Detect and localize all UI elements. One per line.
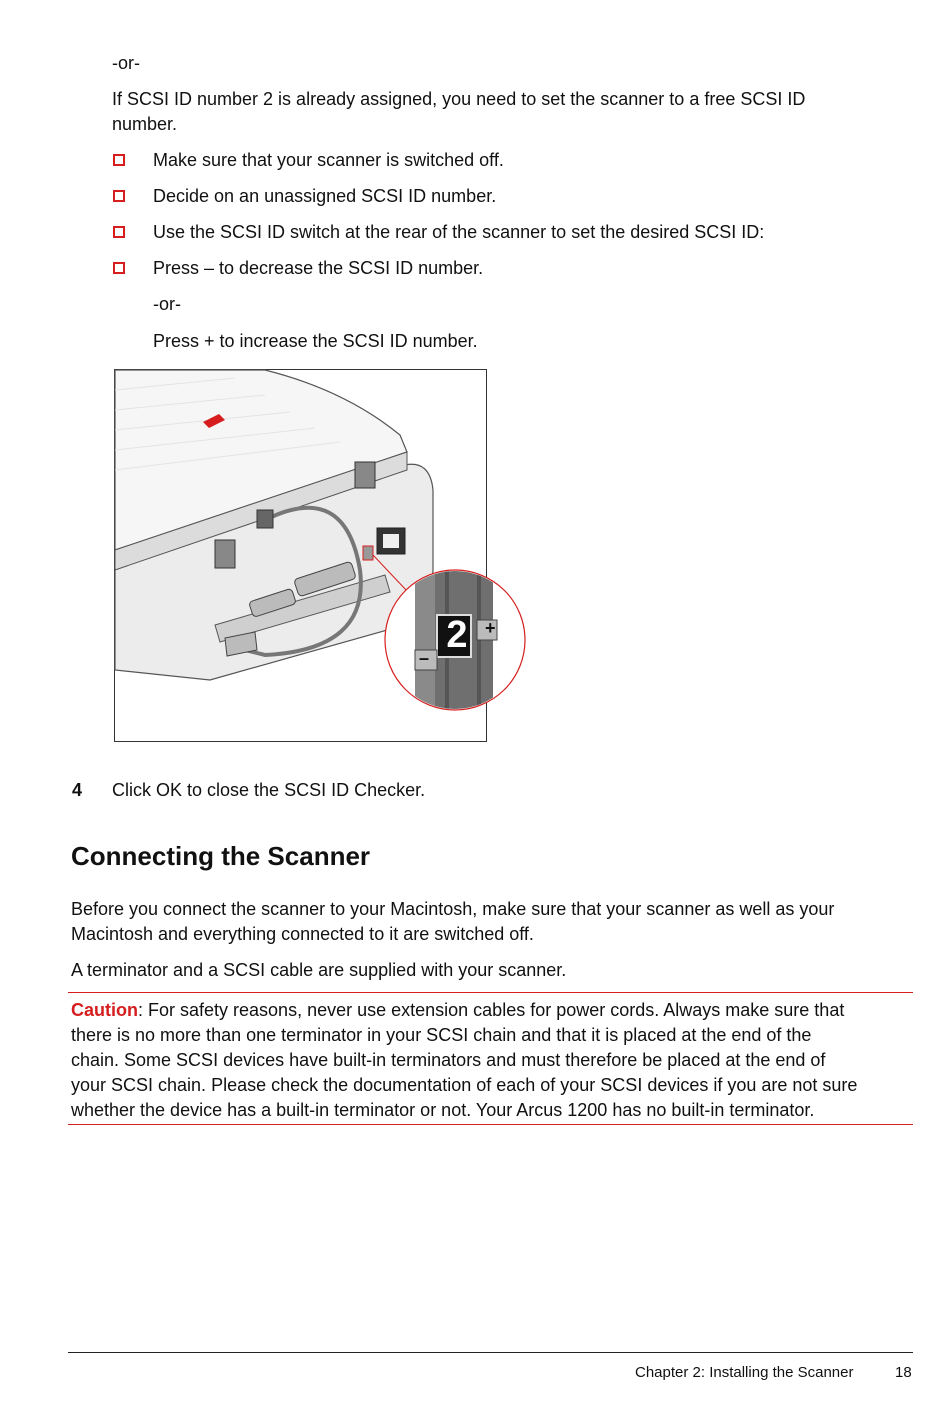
caution-bottom-rule bbox=[68, 1124, 913, 1125]
caution-text: : For safety reasons, never use extension cables for power cords. Always make sure that bbox=[138, 1000, 845, 1020]
scsi-id-digit: 2 bbox=[446, 614, 468, 656]
or-separator: -or- bbox=[153, 294, 181, 314]
para1-line-1: Before you connect the scanner to your Macintosh, make sure that your scanner as well as your bbox=[71, 899, 835, 919]
step-number: 4 bbox=[72, 780, 83, 800]
scanner-illustration bbox=[115, 370, 535, 743]
para1-line-2: Macintosh and everything connected to it are switched off. bbox=[71, 924, 534, 944]
footer-rule bbox=[68, 1352, 913, 1353]
bullet-item: Make sure that your scanner is switched off. bbox=[153, 150, 504, 170]
step-text: Click OK to close the SCSI ID Checker. bbox=[112, 780, 426, 800]
bullet-box-icon bbox=[113, 226, 125, 238]
caution-line-5: whether the device has a built-in terminator or not. Your Arcus 1200 has no built-in terminator. bbox=[71, 1100, 815, 1120]
scanner-figure bbox=[114, 369, 496, 742]
bullet-item: Use the SCSI ID switch at the rear of the scanner to set the desired SCSI ID: bbox=[153, 222, 765, 242]
caution-top-rule bbox=[68, 992, 913, 993]
caution-label: Caution bbox=[71, 1000, 138, 1020]
bullet-box-icon bbox=[113, 190, 125, 202]
plus-button-label: + bbox=[485, 618, 496, 638]
page-number: 18 bbox=[895, 1364, 912, 1381]
bullet-box-icon bbox=[113, 262, 125, 274]
section-heading: Connecting the Scanner bbox=[71, 841, 371, 871]
intro-line-2: number. bbox=[112, 114, 178, 134]
caution-line-4: your SCSI chain. Please check the documentation of each of your SCSI devices if you are not sure bbox=[71, 1075, 858, 1095]
intro-line-1: If SCSI ID number 2 is already assigned, you need to set the scanner to a free SCSI ID bbox=[112, 89, 806, 109]
caution-line-3: chain. Some SCSI devices have built-in terminators and must therefore be placed at the end of bbox=[71, 1050, 826, 1070]
caution-line-1 bbox=[71, 998, 844, 1023]
minus-button-label: – bbox=[419, 648, 430, 668]
bullet-item: Press – to decrease the SCSI ID number. bbox=[153, 258, 484, 278]
footer-chapter: Chapter 2: Installing the Scanner bbox=[635, 1364, 854, 1381]
bullet-box-icon bbox=[113, 154, 125, 166]
or-separator: -or- bbox=[112, 53, 140, 73]
caution-line-2: there is no more than one terminator in your SCSI chain and that it is placed at the end of the bbox=[71, 1025, 812, 1045]
para2: A terminator and a SCSI cable are supplied with your scanner. bbox=[71, 960, 567, 980]
bullet-item: Decide on an unassigned SCSI ID number. bbox=[153, 186, 497, 206]
press-plus-text: Press + to increase the SCSI ID number. bbox=[153, 331, 478, 351]
